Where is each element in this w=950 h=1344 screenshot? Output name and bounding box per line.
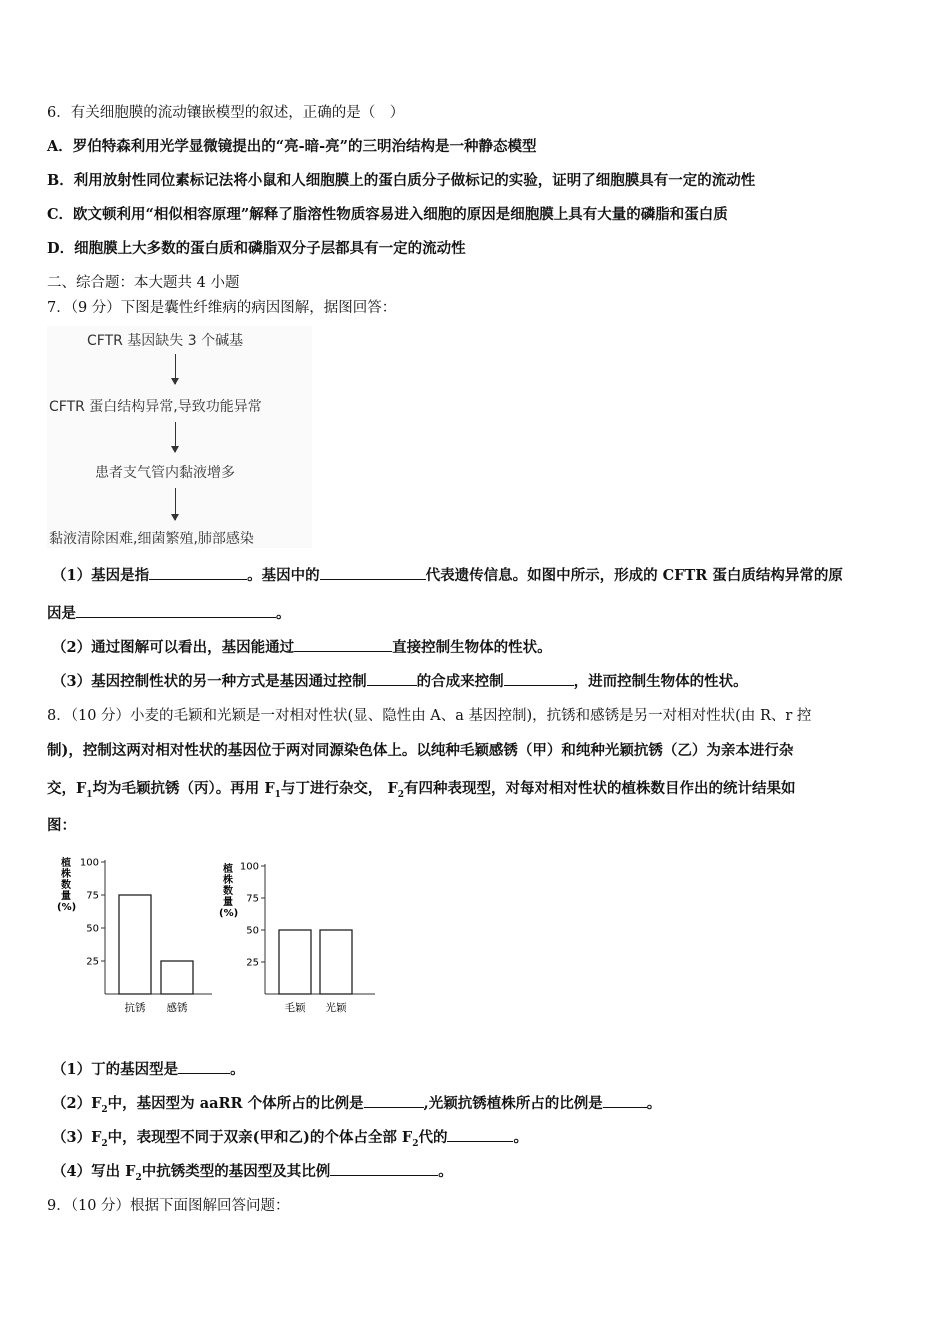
answer-blank[interactable] — [320, 565, 426, 580]
q7-part2: （2）通过图解可以看出，基因能通过 直接控制生物体的性状。 — [52, 639, 552, 656]
q8-line-3: 交，$F_1$均为毛颖抗锈（丙）。再用 $F_1$与丁进行杂交， $F_2$有四种表现型，对每对相对性状的植株数目作出的统计结果如 — [47, 780, 796, 800]
y-tick-label: 50 — [86, 923, 99, 935]
q7-part1-cont: 因是 。 — [47, 605, 291, 622]
flow-step-2: CFTR 蛋白结构异常,导致功能异常 — [49, 399, 262, 415]
y-tick-label: 25 — [246, 957, 259, 969]
answer-blank[interactable] — [178, 1059, 230, 1074]
chart-hairiness — [219, 862, 375, 1015]
y-tick-label: 75 — [86, 890, 99, 902]
flow-step-4: 黏液清除困难,细菌繁殖,肺部感染 — [49, 531, 254, 547]
answer-blank[interactable] — [76, 603, 276, 618]
y-tick-label: 50 — [246, 925, 259, 937]
answer-blank[interactable] — [149, 565, 247, 580]
flow-arrow-1 — [175, 354, 176, 384]
flow-step-3: 患者支气管内黏液增多 — [95, 465, 235, 481]
flow-step-1: CFTR 基因缺失 3 个碱基 — [87, 333, 244, 349]
q8-part2: $(2)F_2$中，基因型为 aaRR 个体所占的比例是 ,光颖抗锈植株所占的比例是 。 — [52, 1095, 662, 1115]
q8-line-2: 制)，控制这两对相对性状的基因位于两对同源染色体上。以纯种毛颖感锈（甲）和纯种光颖抗锈（乙）为亲本进行杂 — [47, 742, 794, 759]
q8-line-4: 图： — [47, 817, 76, 834]
chart-0-ylabel: 植株数量(%) — [57, 858, 77, 913]
bar — [279, 930, 311, 994]
bar — [320, 930, 352, 994]
q6-option-d: D．细胞膜上大多数的蛋白质和磷脂双分子层都具有一定的流动性 — [47, 240, 466, 257]
chart-resistance — [57, 856, 212, 1014]
x-tick-label: 毛颖 — [284, 1002, 306, 1014]
q8-bar-charts — [47, 852, 377, 1022]
answer-blank[interactable] — [330, 1161, 438, 1176]
answer-blank[interactable] — [447, 1127, 513, 1142]
y-tick-label: 100 — [79, 857, 99, 869]
chart-1-ylabel: 植株数量(%) — [219, 864, 239, 919]
answer-blank[interactable] — [364, 1093, 424, 1108]
q6-option-b: B．利用放射性同位素标记法将小鼠和人细胞膜上的蛋白质分子做标记的实验，证明了细胞膜具有一定的流动性 — [47, 172, 756, 189]
y-tick-label: 25 — [86, 956, 99, 968]
q7-stem: 7．（9 分）下图是囊性纤维病的病因图解，据图回答： — [47, 300, 397, 316]
q7-part1: （1）基因是指 。基因中的 代表遗传信息。如图中所示，形成的 CFTR 蛋白质结构异常的原 — [52, 567, 843, 584]
x-tick-label: 抗锈 — [124, 1002, 146, 1014]
q8-part4: （4）写出 $F_2$中抗锈类型的基因型及其比例 。 — [52, 1163, 453, 1183]
y-tick-label: 75 — [246, 893, 259, 905]
answer-blank[interactable] — [294, 637, 392, 652]
answer-blank[interactable] — [367, 671, 417, 686]
y-tick-label: 100 — [239, 861, 259, 873]
q6-option-c: C．欧文顿利用“相似相容原理”解释了脂溶性物质容易进入细胞的原因是细胞膜上具有大量的磷脂和蛋白质 — [47, 206, 728, 223]
q9-stem: 9．（10 分）根据下面图解回答问题： — [47, 1198, 290, 1214]
flow-arrow-2 — [175, 422, 176, 452]
q7-flow-diagram — [47, 326, 312, 548]
q7-part3: （3）基因控制性状的另一种方式是基因通过控制 的合成来控制 ，进而控制生物体的性状。 — [52, 673, 748, 690]
bar — [119, 895, 151, 994]
answer-blank[interactable] — [504, 671, 574, 686]
bar — [161, 961, 193, 994]
q8-part3: $(3)F_2$中，表现型不同于双亲(甲和乙)的个体占全部 $F_2$代的 。 — [52, 1129, 528, 1149]
q6-option-a: A．罗伯特森利用光学显微镜提出的“亮-暗-亮”的三明治结构是一种静态模型 — [47, 138, 537, 155]
section-heading: 二、综合题：本大题共 4 小题 — [47, 275, 240, 291]
x-tick-label: 感锈 — [166, 1002, 188, 1014]
q8-line-1: 8．（10 分）小麦的毛颖和光颖是一对相对性状(显、隐性由 A、a 基因控制)，抗锈和感锈是另一对相对性状(由 R、r 控 — [47, 708, 812, 724]
q6-stem: 6．有关细胞膜的流动镶嵌模型的叙述，正确的是（ ） — [47, 105, 405, 121]
flow-arrow-3 — [175, 488, 176, 520]
q8-part1: （1）丁的基因型是 。 — [52, 1061, 245, 1078]
answer-blank[interactable] — [603, 1093, 647, 1108]
x-tick-label: 光颖 — [325, 1002, 347, 1014]
